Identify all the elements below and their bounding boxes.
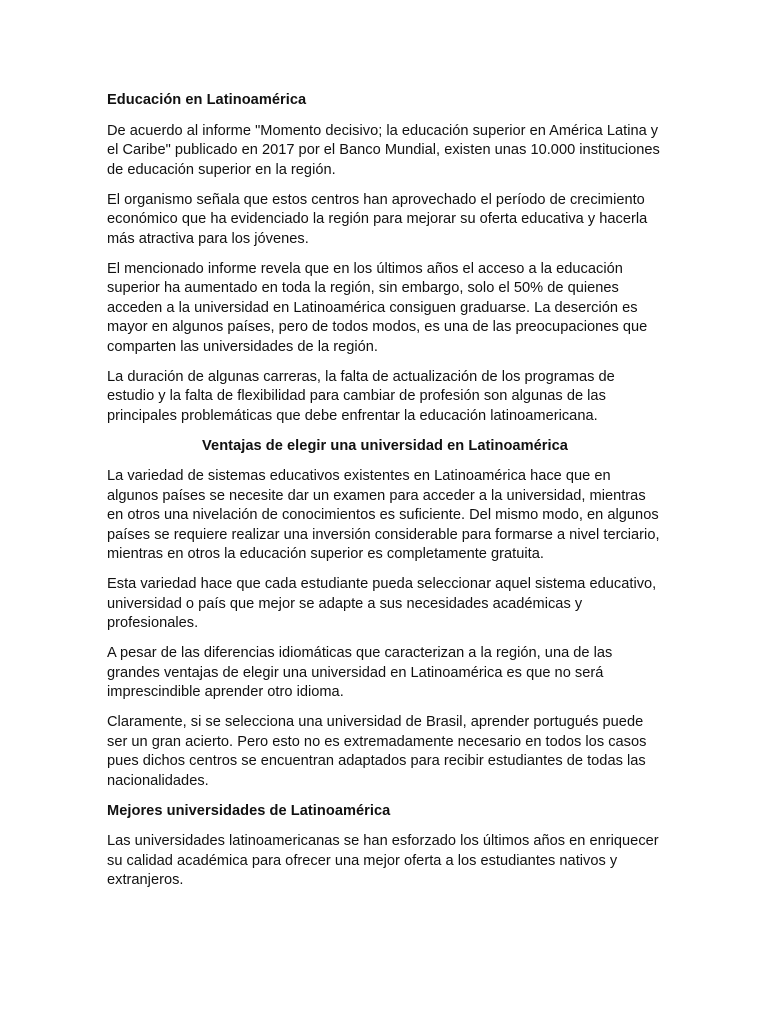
paragraph: Claramente, si se selecciona una universidad de Brasil, aprender portugués puede ser un gran acierto. Pero esto no es extremadamente necesario en todos los casos pues dichos centros se encuentran adaptados para recibir estudiantes de todas las nacionalidades.	[107, 714, 647, 789]
paragraph: Esta variedad hace que cada estudiante pueda seleccionar aquel sistema educativo, universidad o país que mejor se adapte a sus necesidades académicas y profesionales.	[107, 576, 657, 631]
paragraph: El organismo señala que estos centros han aprovechado el período de crecimiento económico que ha evidenciado la región para mejorar su oferta educativa y hacerla más atractiva para los jóvenes.	[107, 191, 648, 247]
paragraph: La variedad de sistemas educativos existentes en Latinoamérica hace que en algunos países se necesite dar un examen para acceder a la universidad, mientras en otros una nivelación de conocimientos es suficiente. Del mismo modo, en algunos países se requiere realizar una inversión considerable para formarse a nivel terciario, mientras en otros la educación superior es completamente gratuita.	[107, 468, 660, 562]
paragraph: El mencionado informe revela que en los últimos años el acceso a la educación superior ha aumentado en toda la región, sin embargo, solo el 50% de quienes acceden a la universidad en Latinoamérica consiguen graduarse. La deserción es mayor en algunos países, pero de todos modos, es una de las preocupaciones que comparten las universidades de la región.	[107, 260, 648, 355]
paragraph: De acuerdo al informe "Momento decisivo; la educación superior en América Latina y el Caribe" publicado en 2017 por el Banco Mundial, existen unas 10.000 instituciones de educación superior en la región.	[107, 122, 660, 178]
paragraph: Las universidades latinoamericanas se han esforzado los últimos años en enriquecer su calidad académica para ofrecer una mejor oferta a los estudiantes nativos y extranjeros.	[107, 833, 659, 888]
section-heading-mejores: Mejores universidades de Latinoamérica	[107, 802, 391, 819]
paragraph: La duración de algunas carreras, la falta de actualización de los programas de estudio y la falta de flexibilidad para cambiar de profesión son algunas de las principales problemáticas que debe enfrentar la educación latinoamericana.	[107, 368, 615, 424]
document-page	[107, 91, 663, 901]
section-heading-ventajas: Ventajas de elegir una universidad en Latinoamérica	[202, 437, 568, 454]
paragraph: A pesar de las diferencias idiomáticas que caracterizan a la región, una de las grandes ventajas de elegir una universidad en Latinoamérica es que no será imprescindible aprender otro idioma.	[107, 645, 613, 700]
section-heading-educacion: Educación en Latinoamérica	[107, 92, 307, 108]
